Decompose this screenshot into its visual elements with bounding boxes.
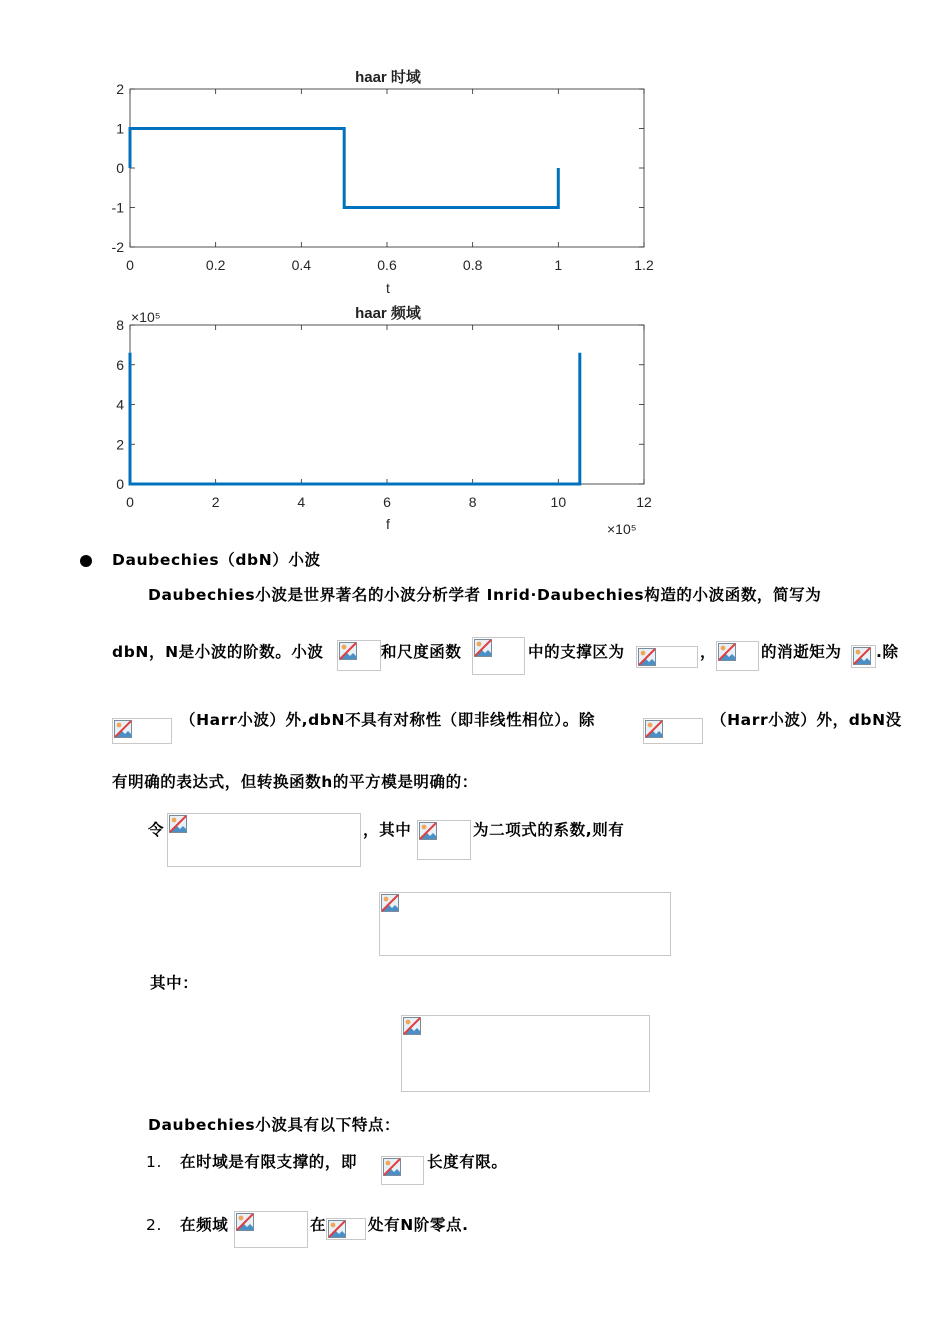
y-tick-label: 2 xyxy=(116,436,124,453)
broken-image-icon xyxy=(339,642,357,660)
broken-image-icon xyxy=(638,648,656,666)
paragraph-text: 和尺度函数 xyxy=(381,643,462,661)
formula-image xyxy=(337,640,381,671)
broken-image-icon xyxy=(853,647,871,665)
list-item-text: 在时域是有限支撑的，即 xyxy=(180,1153,358,1171)
formula-image xyxy=(472,637,525,675)
broken-image-icon xyxy=(169,815,187,833)
x-tick-label: 1 xyxy=(554,257,563,273)
x-tick-label: 0.6 xyxy=(377,257,397,273)
paragraph-text: 的消逝矩为 xyxy=(761,643,842,661)
paragraph-text: .除 xyxy=(876,643,899,661)
haar-time-series xyxy=(130,129,558,208)
chart-title: haar 时域 xyxy=(355,69,421,86)
paragraph-text: ， xyxy=(700,643,717,661)
paragraph-text: dbN，N是小波的阶数。小波 xyxy=(112,643,324,661)
y-tick-label: 0 xyxy=(116,476,124,492)
x-tick-label: 10 xyxy=(550,494,567,510)
formula-image xyxy=(417,820,471,860)
paragraph-text: 为二项式的系数,则有 xyxy=(473,821,625,839)
chart-title: haar 频域 xyxy=(355,305,421,322)
formula-image xyxy=(643,718,703,744)
formula-image xyxy=(379,892,671,956)
broken-image-icon xyxy=(403,1017,421,1035)
broken-image-icon xyxy=(718,643,736,661)
paragraph-line: 其中： xyxy=(150,974,199,992)
broken-image-icon xyxy=(419,822,437,840)
list-number: 2. xyxy=(146,1216,162,1234)
y-tick-label: -1 xyxy=(111,199,124,216)
x-tick-label: 0 xyxy=(126,494,134,510)
x-tick-label: 1.2 xyxy=(634,257,654,273)
y-tick-label: 1 xyxy=(116,120,124,137)
x-tick-label: 0.2 xyxy=(205,257,226,273)
broken-image-icon xyxy=(383,1158,401,1176)
x-exponent-label: ×10⁵ xyxy=(607,521,637,537)
y-tick-label: -2 xyxy=(111,239,124,255)
formula-image xyxy=(851,645,876,668)
x-tick-label: 0 xyxy=(126,257,134,273)
y-tick-label: 0 xyxy=(116,160,124,176)
frequency-domain-chart xyxy=(116,305,652,537)
axes-box xyxy=(130,89,644,247)
formula-image xyxy=(234,1211,308,1248)
y-tick-label: 2 xyxy=(116,81,124,97)
formula-image xyxy=(326,1218,366,1240)
y-tick-label: 4 xyxy=(116,396,124,413)
paragraph-text: 中的支撑区为 xyxy=(528,643,625,661)
list-item-text: 在 xyxy=(310,1216,327,1234)
x-axis-label: t xyxy=(386,280,390,296)
x-tick-label: 0.4 xyxy=(291,257,312,273)
x-tick-label: 2 xyxy=(211,494,220,510)
y-exponent-label: ×10⁵ xyxy=(131,309,161,325)
x-tick-label: 4 xyxy=(297,494,306,510)
x-tick-label: 6 xyxy=(383,494,391,510)
axes-box xyxy=(130,325,644,484)
formula-image xyxy=(401,1015,650,1092)
broken-image-icon xyxy=(236,1213,254,1231)
bullet-dot xyxy=(80,555,92,567)
paragraph-text: ，其中 xyxy=(363,821,412,839)
x-tick-label: 0.8 xyxy=(462,257,483,273)
paragraph-line: Daubechies小波具有以下特点： xyxy=(148,1116,401,1134)
x-axis-label: f xyxy=(386,516,390,532)
list-number: 1. xyxy=(146,1153,162,1171)
paragraph-line: 有明确的表达式，但转换函数h的平方模是明确的： xyxy=(112,773,478,791)
formula-image xyxy=(112,718,172,744)
paragraph-line: Daubechies小波是世界著名的小波分析学者 Inrid·Daubechies构造的小波函数，简写为 xyxy=(148,586,822,604)
list-item-text: 在频域 xyxy=(180,1216,229,1234)
formula-image xyxy=(636,646,698,668)
haar-figure xyxy=(0,0,700,545)
y-tick-label: 6 xyxy=(116,356,124,373)
x-tick-label: 12 xyxy=(636,494,652,510)
list-item-text: 处有N阶零点. xyxy=(368,1216,469,1234)
broken-image-icon xyxy=(474,639,492,657)
broken-image-icon xyxy=(645,720,663,738)
paragraph-text: 令 xyxy=(148,821,165,839)
formula-image xyxy=(381,1156,424,1185)
section-heading: Daubechies（dbN）小波 xyxy=(112,551,321,569)
formula-image xyxy=(716,641,759,671)
time-domain-chart xyxy=(112,69,654,296)
x-tick-label: 8 xyxy=(468,494,477,510)
formula-image xyxy=(167,813,361,867)
paragraph-text: （Harr小波）外,dbN不具有对称性（即非线性相位）。除 xyxy=(180,711,595,729)
broken-image-icon xyxy=(328,1220,346,1238)
broken-image-icon xyxy=(381,894,399,912)
list-item-text: 长度有限。 xyxy=(427,1153,508,1171)
broken-image-icon xyxy=(114,720,132,738)
paragraph-text: （Harr小波）外，dbN没 xyxy=(711,711,902,729)
y-tick-label: 8 xyxy=(116,317,124,333)
haar-frequency-series xyxy=(130,353,580,484)
